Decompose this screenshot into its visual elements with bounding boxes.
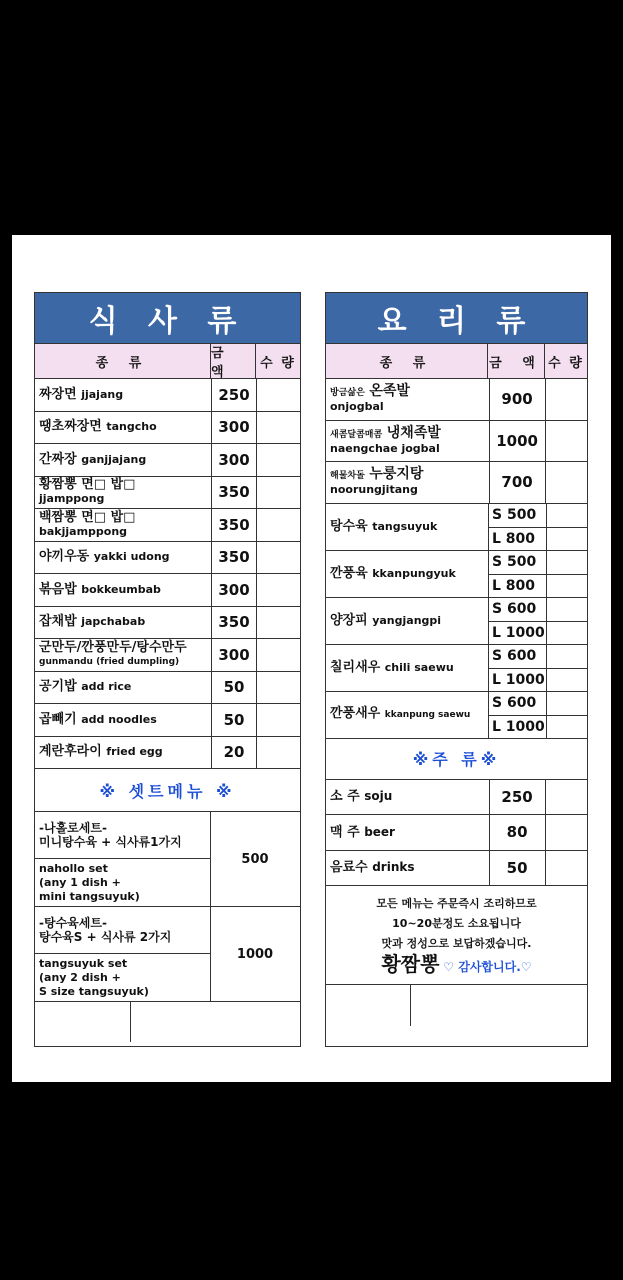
set-en-line: tangsuyuk set — [39, 956, 128, 970]
qty-cell — [546, 421, 587, 462]
menu-item-ko: 군만두/깐풍만두/탕수만두 — [39, 639, 187, 655]
menu-item-line — [39, 680, 131, 694]
menu-item-en: fried egg — [106, 745, 163, 759]
blank-cell — [131, 1002, 299, 1042]
brand-name: 황짬뽕 — [381, 952, 440, 976]
menu-item-name — [35, 607, 212, 639]
drink-price: 50 — [490, 851, 546, 886]
size-row — [489, 575, 587, 597]
menu-row — [35, 509, 300, 542]
dish-en: tangsuyuk — [372, 519, 438, 533]
header-price: 금 액 — [211, 344, 256, 378]
qty-cell — [547, 575, 587, 597]
set-title: -탕수육세트- — [39, 916, 107, 930]
dish-en: onjogbal — [330, 400, 384, 414]
dish-ko: 양장피 — [330, 612, 368, 628]
set-contents: 탕수육S + 식사류 2가지 — [39, 930, 172, 944]
drink-name — [326, 815, 490, 850]
qty-cell — [257, 444, 300, 476]
menu-item-ko: 공기밥 — [39, 679, 77, 695]
qty-cell — [547, 716, 587, 738]
dish-name-line — [330, 520, 437, 534]
menu-item-price: 50 — [212, 672, 256, 704]
menu-row — [35, 737, 300, 770]
menu-item-ko: 야끼우동 — [39, 549, 90, 565]
dish-row — [326, 598, 587, 645]
menu-row — [35, 379, 300, 412]
menu-item-en: jjajang — [81, 387, 124, 401]
set-en-line: nahollo set — [39, 861, 108, 875]
drink-name — [326, 851, 490, 886]
menu-item-price: 350 — [212, 542, 256, 574]
drink-row — [326, 780, 587, 816]
size-price-stack — [489, 598, 587, 644]
size-price: L 1000 — [489, 669, 547, 691]
menu-item-name — [35, 412, 212, 444]
dish-prefix: 새콤달콤매콤 — [330, 429, 383, 440]
dish-price: 1000 — [490, 421, 546, 462]
menu-item-en: jjamppong — [39, 492, 105, 506]
dish-prefix: 해물차돌 — [330, 471, 365, 482]
notice-line: 모든 메뉴는 주문즉시 조리하므로 — [376, 897, 537, 910]
menu-item-price: 350 — [212, 509, 256, 541]
size-price: S 600 — [489, 645, 547, 668]
blank-cell — [326, 985, 411, 1026]
meal-menu-panel — [34, 292, 301, 1047]
qty-cell — [547, 528, 587, 550]
dish-title: 요 리 류 — [326, 293, 587, 344]
qty-cell — [257, 509, 300, 541]
size-row — [489, 692, 587, 716]
set-name-ko — [35, 907, 210, 954]
size-price: S 500 — [489, 551, 547, 574]
dish-price: 700 — [490, 462, 546, 503]
meal-items — [35, 379, 300, 769]
set-price: 1000 — [236, 946, 274, 962]
menu-item-price: 20 — [212, 737, 256, 769]
dish-row — [326, 379, 587, 421]
menu-item-en: bakjjamppong — [39, 524, 128, 538]
menu-item-en: tangcho — [106, 420, 157, 434]
set-desc — [35, 812, 211, 906]
menu-row — [35, 574, 300, 607]
qty-cell — [546, 815, 587, 850]
dish-name-line — [330, 384, 410, 400]
menu-item-name — [35, 542, 212, 574]
qty-cell — [546, 379, 587, 420]
menu-item-ko: 백짬뽕 면□ 밥□ — [39, 509, 136, 525]
qty-cell — [257, 607, 300, 639]
qty-cell — [257, 672, 300, 704]
drink-name-line — [330, 825, 395, 840]
dish-name-line — [330, 467, 423, 483]
notice-line: 10~20분정도 소요됩니다 — [392, 917, 521, 930]
notice-line: 맛과 정성으로 보답하겠습니다. — [381, 937, 532, 950]
drink-row — [326, 815, 587, 851]
menu-item-price: 300 — [212, 444, 256, 476]
qty-cell — [257, 639, 300, 671]
dish-name — [326, 379, 490, 420]
dish-row — [326, 462, 587, 504]
set-en-line: mini tangsuyuk) — [39, 889, 140, 903]
dish-name — [326, 421, 490, 462]
size-row — [489, 528, 587, 550]
drink-price: 80 — [490, 815, 546, 850]
menu-item-price: 300 — [212, 574, 256, 606]
size-row — [489, 669, 587, 691]
dish-en: noorungjitang — [330, 483, 418, 497]
menu-item-en: add noodles — [81, 712, 157, 726]
menu-item-price: 350 — [212, 607, 256, 639]
drink-name-line — [330, 789, 392, 804]
set-contents: 미니탕수육 + 식사류1가지 — [39, 835, 182, 849]
menu-row — [35, 444, 300, 477]
dish-price: 900 — [490, 379, 546, 420]
dish-name — [326, 462, 490, 503]
menu-item-line — [39, 745, 163, 759]
size-price: L 800 — [489, 528, 547, 550]
qty-cell — [257, 379, 300, 411]
notice-box — [326, 886, 587, 985]
menu-item-line — [39, 713, 157, 727]
size-row — [489, 622, 587, 644]
menu-item-line — [39, 550, 170, 564]
qty-cell — [547, 622, 587, 644]
menu-item-name — [35, 672, 212, 704]
dish-row — [326, 645, 587, 692]
menu-item-ko: 곱빼기 — [39, 711, 77, 727]
set-en-line: S size tangsuyuk) — [39, 984, 149, 998]
size-price: S 600 — [489, 598, 547, 621]
dish-name — [326, 551, 489, 597]
menu-row — [35, 607, 300, 640]
menu-item-ko: 간짜장 — [39, 451, 77, 467]
menu-row — [35, 639, 300, 672]
set-desc — [35, 907, 211, 1001]
dish-ko: 칠리새우 — [330, 659, 381, 675]
menu-row — [35, 477, 300, 510]
menu-item-line — [39, 615, 145, 629]
meal-title: 식 사 류 — [35, 293, 300, 344]
dish-single-items — [326, 379, 587, 504]
dish-menu-panel — [325, 292, 588, 1047]
drink-row — [326, 851, 587, 887]
size-price: L 800 — [489, 575, 547, 597]
menu-item-price: 300 — [212, 639, 256, 671]
menu-item-price: 50 — [212, 704, 256, 736]
menu-row — [35, 672, 300, 705]
qty-cell — [547, 551, 587, 574]
drink-ko: 음료수 — [330, 860, 368, 876]
menu-item-name — [35, 444, 212, 476]
qty-cell — [257, 737, 300, 769]
menu-item-name — [35, 639, 212, 671]
menu-item-ko: 땡초짜장면 — [39, 419, 102, 435]
menu-item-en: bokkeumbab — [81, 582, 161, 596]
menu-row — [35, 412, 300, 445]
menu-item-en: yakki udong — [93, 550, 170, 564]
dish-name — [326, 645, 489, 691]
header-kind: 종 류 — [326, 344, 488, 378]
menu-item-price: 250 — [212, 379, 256, 411]
dish-en: chili saewu — [384, 660, 454, 674]
menu-item-name — [35, 704, 212, 736]
menu-item-line — [39, 388, 123, 402]
dish-name-line — [330, 614, 441, 628]
drink-en: beer — [364, 824, 395, 839]
set-title: -나홀로세트- — [39, 821, 107, 835]
size-price: L 1000 — [489, 622, 547, 644]
qty-cell — [546, 462, 587, 503]
dish-ko: 온족발 — [369, 383, 410, 400]
dish-prefix: 방금삶은 — [330, 388, 365, 399]
blank-row — [326, 985, 587, 1026]
set-row — [35, 907, 300, 1002]
qty-cell — [257, 477, 300, 509]
size-price-stack — [489, 692, 587, 738]
dish-ko: 누룽지탕 — [369, 466, 424, 483]
qty-cell — [547, 669, 587, 691]
dish-name — [326, 598, 489, 644]
header-qty: 수 량 — [548, 355, 584, 371]
dish-row — [326, 504, 587, 551]
menu-item-ko: 잡채밥 — [39, 614, 77, 630]
set-en-line: (any 2 dish + — [39, 970, 121, 984]
drink-title: ※주 류※ — [326, 739, 587, 780]
qty-cell — [257, 412, 300, 444]
menu-item-name — [35, 737, 212, 769]
menu-item-name — [35, 379, 212, 411]
menu-item-en: ganjjajang — [81, 452, 147, 466]
drink-items — [326, 780, 587, 887]
meal-header-row — [35, 344, 300, 379]
set-name-en — [35, 954, 210, 1001]
blank-cell — [35, 1002, 131, 1042]
dish-sized-items — [326, 504, 587, 739]
dish-ko: 깐풍새우 — [330, 706, 381, 721]
menu-item-price: 350 — [212, 477, 256, 509]
set-items — [35, 812, 300, 1002]
dish-ko: 냉채족발 — [386, 424, 441, 441]
thanks-text: ♡ 감사합니다.♡ — [443, 960, 532, 974]
dish-ko: 깐풍육 — [330, 565, 368, 581]
qty-cell — [257, 542, 300, 574]
dish-name — [326, 692, 489, 738]
dish-en: kkanpung saewu — [384, 710, 471, 720]
dish-row — [326, 551, 587, 598]
size-price-stack — [489, 645, 587, 691]
dish-header-row — [326, 344, 587, 379]
header-kind: 종 류 — [35, 344, 211, 378]
set-price: 500 — [241, 851, 269, 867]
dish-row — [326, 421, 587, 463]
menu-item-line — [39, 583, 161, 597]
menu-item-line — [39, 420, 157, 434]
dish-name-line — [330, 661, 454, 675]
drink-en: soju — [364, 789, 393, 804]
dish-en: kkanpungyuk — [372, 566, 456, 580]
size-price: L 1000 — [489, 716, 547, 738]
size-row — [489, 645, 587, 669]
size-price-stack — [489, 551, 587, 597]
menu-item-en: gunmandu (fried dumpling) — [39, 656, 180, 667]
header-price: 금 액 — [488, 344, 545, 378]
header-qty: 수 량 — [260, 355, 296, 371]
drink-en: drinks — [372, 860, 415, 875]
size-price: S 600 — [489, 692, 547, 715]
menu-item-name — [35, 509, 212, 541]
set-name-en — [35, 859, 210, 906]
set-name-ko — [35, 812, 210, 859]
menu-item-line — [39, 453, 146, 467]
menu-sheet — [12, 235, 611, 1082]
size-row — [489, 598, 587, 622]
blank-cell — [411, 985, 586, 1026]
set-menu-title: ※ 셋트메뉴 ※ — [35, 769, 300, 812]
qty-cell — [257, 574, 300, 606]
menu-item-ko: 짜장면 — [39, 386, 77, 402]
qty-cell — [546, 780, 587, 815]
menu-item-name — [35, 574, 212, 606]
menu-item-price: 300 — [212, 412, 256, 444]
qty-cell — [257, 704, 300, 736]
menu-item-en: add rice — [81, 680, 132, 694]
dish-name-line — [330, 707, 470, 722]
qty-cell — [547, 692, 587, 715]
size-row — [489, 551, 587, 575]
dish-name-line — [330, 567, 456, 581]
menu-item-ko: 계란후라이 — [39, 744, 102, 760]
dish-name — [326, 504, 489, 550]
size-price-stack — [489, 504, 587, 550]
qty-cell — [547, 504, 587, 527]
drink-name — [326, 780, 490, 815]
menu-item-name — [35, 477, 212, 509]
size-row — [489, 504, 587, 528]
dish-en: yangjangpi — [372, 613, 442, 627]
drink-price: 250 — [490, 780, 546, 815]
size-row — [489, 716, 587, 738]
set-row — [35, 812, 300, 907]
menu-item-ko: 황짬뽕 면□ 밥□ — [39, 477, 136, 493]
drink-ko: 맥 주 — [330, 824, 360, 840]
drink-name-line — [330, 860, 415, 875]
menu-item-ko: 볶음밥 — [39, 581, 77, 597]
dish-ko: 탕수육 — [330, 518, 368, 534]
menu-item-en: japchabab — [81, 615, 146, 629]
set-en-line: (any 1 dish + — [39, 875, 121, 889]
menu-row — [35, 542, 300, 575]
blank-row — [35, 1002, 300, 1042]
qty-cell — [547, 645, 587, 668]
dish-row — [326, 692, 587, 739]
qty-cell — [546, 851, 587, 886]
drink-ko: 소 주 — [330, 789, 360, 805]
qty-cell — [547, 598, 587, 621]
dish-name-line — [330, 426, 441, 442]
size-price: S 500 — [489, 504, 547, 527]
menu-row — [35, 704, 300, 737]
dish-en: naengchae jogbal — [330, 441, 440, 455]
